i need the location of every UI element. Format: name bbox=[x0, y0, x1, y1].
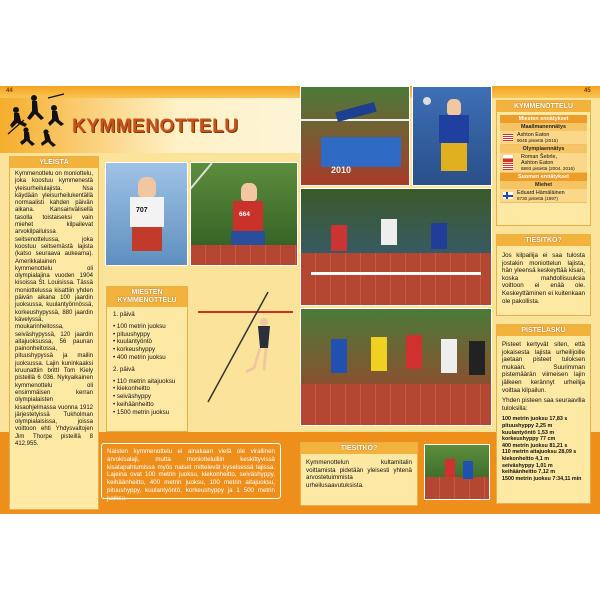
olympic-record-name: Roman Šebrle, bbox=[521, 154, 557, 160]
photo-runners bbox=[300, 308, 492, 426]
event-item: • 1500 metrin juoksu bbox=[113, 408, 170, 416]
tiesitko-box-1 bbox=[496, 234, 591, 316]
photo-discus bbox=[412, 86, 492, 186]
event-item: • kuulantyöntö bbox=[113, 338, 152, 346]
score-example: pituushyppy 2,25 m bbox=[502, 422, 553, 429]
yleista-text: Kymmenottelu on moniottelu, joka koostuu kymmenestä yleisurheilulajista. Nsa käydään yleisurheilukentällä normaalisti kahden päivän aikana. Kansainvälisellä tasolla toistaiseksi vain miehet kilpailevat arvokilpailuissa seitsenottelussa, joka koostuu seitsemästä lajista (katso seuraava aukeama). Amerikkalainen kymmenottelu oli olympialajina vuoden 1904 kisoissa St. Louisissa. Tässä moniottelussa kisattiin yhden päivän aikana 100 jaardin juoksussa, kuulantyönnössä, korkeushypyssä, 880 jaardin kävelyssä, moukarinheitossa, seiväshypyssä, 120 jaardin aitajuoksussa, 56 paunan painonheitossa, pituushypyssä ja mailin juoksussa. Lajin kuninkaaksi kruunattiin brittI Tom Kiely pisteillä 6 036. Nykyaikainen kymmenottelu oli ensimmäisen kerran olympialaisten kisaohjelmassa vuonna 1912 järjestetyissä Tukholman olympialaisissa, joissa voittoon ehti Yhdysvaltojen Jim Thorpe pisteillä 8 412,955. bbox=[15, 171, 93, 447]
event-item: • kiekonheitto bbox=[113, 385, 150, 393]
score-example: korkeushyppy 77 cm bbox=[502, 436, 556, 443]
pistelasku-heading: PISTELASKU bbox=[497, 325, 590, 336]
finnish-record-row bbox=[500, 189, 587, 203]
event-item: • 100 metrin juoksu bbox=[113, 322, 166, 330]
score-example: 100 metrin juoksu 17,83 s bbox=[502, 416, 568, 423]
finnish-record-sub: Miehet bbox=[500, 181, 587, 189]
yleista-heading: YLEISTÄ bbox=[10, 157, 98, 168]
event-item: • 110 metrin aitajuoksu bbox=[113, 377, 176, 385]
world-record-label: Maailmanennätys bbox=[500, 123, 587, 131]
photo-hurdles bbox=[300, 188, 492, 306]
bib-number: 707 bbox=[136, 207, 148, 214]
naisten-note: Naisten kymmenottelu ei ainakaan vielä ole virallinen arvokisalaji, mutta moniottelulliin keskittyvissä kisatapahtumissa myös naiset mittelevät kyseisessä lajissa. Lajeina ovat 100 metrin juoksu, kiekonheitto, seiväshyppy, keihäänheitto, 400 metrin juoksu, 100 metrin aitajuoksu, pituushyppy, kuulantyöntö, korkeushyppy ja 1 500 metrin juoksu. bbox=[101, 443, 281, 499]
page-number-right: 45 bbox=[584, 88, 591, 94]
world-record-detail: 9045 pistettä (2015) bbox=[517, 138, 558, 143]
finnish-record-detail: 8730 pistettä (1997) bbox=[517, 196, 558, 201]
tiesitko-box-2 bbox=[300, 442, 418, 506]
tiesitko-heading-1: TIESITKÖ? bbox=[497, 235, 590, 246]
miesten-heading: MIESTEN KYMMENOTTELU bbox=[107, 287, 187, 307]
photo-high-jump: 2010 bbox=[300, 86, 410, 186]
score-example: kiekonheitto 4,1 m bbox=[502, 455, 550, 462]
pole-vaulter-image bbox=[188, 286, 298, 406]
day2-label: 2. päivä bbox=[113, 365, 135, 373]
pistelasku-text: Pisteet kertyvät siten, että jokaisesta lajista urheilijoille jaetaan pisteet tuloksen mukaan. Suurimman pistemäärän viimeisen lajin jälkeen kerännyt urheilija voittaa kilpailun. bbox=[502, 341, 585, 394]
photo-javelin bbox=[190, 162, 298, 266]
tiesitko-text-2: Kymmenottelun kultamitalin voittamista pidetään yleisesti yhtenä arvostetuimmista urheilusaavutuksista. bbox=[306, 459, 412, 489]
tiesitko-text-1: Jos kilpailija ei saa tulosta jostakin moniottelun lajista, hän yleensä keskeyttää kisan, koska mahdollisuuksia voittoon ei enää ole. Keskeyttäminen ei kuitenkaan ole pakollista. bbox=[502, 252, 585, 305]
records-section: Miesten ennätykset bbox=[500, 115, 587, 123]
score-example: kuulantyöntö 1,53 m bbox=[502, 429, 555, 436]
score-example: 400 metrin juoksu 81,21 s bbox=[502, 442, 568, 449]
event-item: • 400 metrin juoksu bbox=[113, 353, 166, 361]
pistelasku-box bbox=[496, 324, 591, 504]
score-example: 1500 metrin juoksu 7:34,11 min bbox=[502, 475, 582, 482]
finnish-record-label: Suomen ennätykset bbox=[500, 173, 587, 181]
photo-shot-put bbox=[105, 162, 188, 266]
photo-track-field bbox=[424, 444, 490, 500]
event-item: • pituushyppy bbox=[113, 330, 150, 338]
day1-label: 1. päivä bbox=[113, 311, 135, 318]
world-record-name: Ashton Eaton bbox=[517, 132, 550, 138]
olympic-record-name-2: Ashton Eaton bbox=[521, 160, 554, 166]
event-item: • korkeushyppy bbox=[113, 346, 156, 354]
usa-flag-icon bbox=[503, 134, 513, 141]
olympic-record-label: Olympiaennätys bbox=[500, 145, 587, 153]
pistelasku-example-intro: Yhden pisteen saa seuraavilla tuloksilla: bbox=[502, 397, 585, 412]
page-number-left: 44 bbox=[6, 88, 13, 94]
kymmenottelu-records-box bbox=[496, 100, 591, 226]
score-example: keihäänheitto 7,12 m bbox=[502, 469, 556, 476]
tiesitko-heading-2: TIESITKÖ? bbox=[301, 443, 417, 454]
miesten-box bbox=[106, 286, 188, 432]
page-title: KYMMENOTTELU bbox=[72, 116, 239, 137]
olympic-record-row bbox=[500, 153, 587, 173]
yleista-box bbox=[9, 156, 99, 510]
event-item: • seiväshyppy bbox=[113, 393, 151, 401]
bib-number: 664 bbox=[239, 211, 250, 218]
czech-flag-icon bbox=[503, 155, 513, 162]
magazine-spread bbox=[0, 86, 600, 514]
finland-flag-icon bbox=[503, 192, 513, 199]
records-heading: KYMMENOTTELU bbox=[497, 101, 590, 112]
olympic-record-detail: 8893 pistettä (2004, 2016) bbox=[521, 166, 575, 171]
score-example: 110 metrin aitajuoksu 28,09 s bbox=[502, 449, 577, 456]
score-example: seiväshyppy 1,01 m bbox=[502, 462, 553, 469]
usa-flag-icon bbox=[503, 163, 513, 170]
athletes-silhouette-icon bbox=[4, 90, 66, 148]
event-item: • keihäänheitto bbox=[113, 400, 154, 408]
finnish-record-name: Eduard Hämäläinen bbox=[517, 190, 565, 196]
world-record-row bbox=[500, 131, 587, 145]
